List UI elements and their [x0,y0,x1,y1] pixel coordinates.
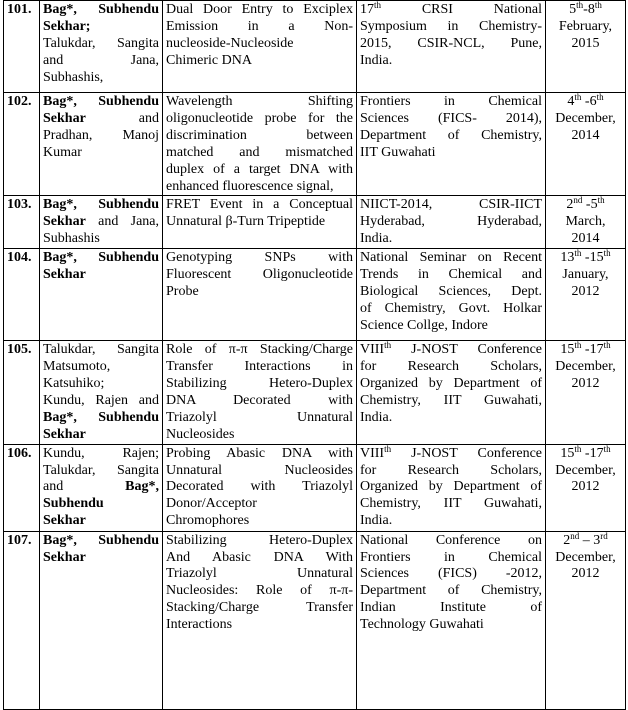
venue-cell [357,196,546,249]
title-line: Nucleosides [166,426,235,442]
row-number: 102. [4,93,40,196]
table-row [4,93,626,196]
authors-cell [40,341,163,444]
title-cell [163,444,357,531]
author-line: Bag*, Subhendu [43,197,159,213]
date-year: 2012 [571,479,600,495]
title-line: Unnatural β-Turn Tripeptide [166,214,326,230]
author-line: Katsuhiko; [43,375,105,391]
authors-cell [40,196,163,249]
authors-cell [40,531,163,709]
date-year: 2014 [571,127,600,143]
date-cell [546,196,626,249]
date-year: 2014 [571,231,600,247]
author-line: Sekhar [43,513,86,529]
conference-table [3,0,626,710]
title-line: enhanced fluorescence signal, [166,178,334,194]
author-line: Bag*, Subhendu [43,94,159,109]
row-number: 101. [4,1,40,93]
table-row [4,341,626,444]
venue-line: National Seminar on Recent [360,250,542,266]
title-cell [163,531,357,709]
date-range: 5th-8th [569,0,602,17]
date-month: December, [555,462,616,478]
venue-line: VIIIth J-NOST Conference [360,444,542,461]
venue-line: India. [360,52,393,68]
date-year: 2015 [571,35,600,51]
date-month: December, [555,110,616,126]
author-line: Sekhar [43,426,86,442]
title-line: Chromophores [166,513,250,529]
title-line: Nucleosides: Role of π-π- [166,583,353,599]
venue-line: Symposium in Chemistry- [360,18,542,34]
date-month: January, [562,267,609,283]
author-line: Subhashis, [43,69,104,85]
authors-cell [40,1,163,93]
title-line: Unnatural Nucleosides [166,462,353,478]
date-month: December, [555,549,616,565]
venue-line: for Research Scholars, [360,359,542,375]
venue-line: Technology Guwahati [360,617,484,633]
table-row [4,444,626,531]
venue-line: Frontiers in Chemical [360,94,542,109]
venue-cell [357,249,546,341]
conference-table-body [4,1,626,710]
row-number: 103. [4,196,40,249]
title-line: Decorated with Triazolyl [166,479,353,495]
date-cell [546,249,626,341]
date-year: 2012 [571,566,600,582]
venue-line: India. [360,409,393,425]
author-line: Sekhar [43,549,86,565]
title-cell [163,249,357,341]
date-cell [546,93,626,196]
author-line: Subhendu [43,496,104,512]
date-cell [546,444,626,531]
venue-line: 2015, CSIR-NCL, Pune, [360,35,542,51]
date-month: December, [555,359,616,375]
author-line: Sekhar [43,267,86,283]
title-line: Role of π-π Stacking/Charge [166,342,353,358]
venue-line: Frontiers in Chemical [360,549,542,565]
venue-line: Department of Chemistry, [360,583,542,599]
authors-cell [40,93,163,196]
venue-line: IIT Guwahati [360,144,436,160]
title-line: Dual Door Entry to Exciplex [166,2,353,17]
date-year: 2012 [571,375,600,391]
venue-cell [357,93,546,196]
venue-line: Hyderabad, Hyderabad, [360,214,542,230]
venue-line: Indian Institute of [360,600,542,616]
title-line: Emission in a Non- [166,18,353,34]
table-row [4,1,626,93]
date-range: 2nd -5th [566,195,605,213]
title-line: DNA Decorated with [166,392,353,408]
date-cell [546,341,626,444]
date-month: March, [565,214,606,230]
table-row [4,196,626,249]
title-line: Donor/Acceptor [166,496,257,512]
venue-cell [357,444,546,531]
title-line: Fluorescent Oligonucleotide [166,267,353,283]
title-line: nucleoside-Nucleoside [166,35,294,51]
venue-line: Biological Sciences, Dept. [360,283,542,299]
author-line: Talukdar, Sangita [43,462,159,478]
author-line: Bag*, Subhendu [43,409,159,425]
author-line: Sekhar and [43,110,159,126]
author-line: Kumar [43,144,82,160]
author-line: Talukdar, Sangita [43,35,159,51]
title-cell [163,93,357,196]
venue-line: Science Collge, Indore [360,317,488,333]
title-line: Chimeric DNA [166,52,252,68]
title-line: Interactions [166,617,233,633]
title-line: discrimination between [166,127,353,143]
author-line: Matsumoto, [43,359,111,375]
date-cell [546,1,626,93]
title-line: Stacking/Charge Transfer [166,600,353,616]
venue-cell [357,531,546,709]
title-line: Triazolyl Unnatural [166,409,353,425]
venue-line: for Research Scholars, [360,462,542,478]
venue-line: Chemistry, IIT Guwahati, [360,392,542,408]
title-line: Triazolyl Unnatural [166,566,353,582]
row-number: 106. [4,444,40,531]
venue-cell [357,341,546,444]
title-line: Transfer Interactions in [166,359,353,375]
venue-line: National Conference on [360,532,542,548]
title-line: matched and mismatched [166,144,353,160]
venue-line: Chemistry, IIT Guwahati, [360,496,542,512]
authors-cell [40,444,163,531]
title-line: Probe [166,283,199,299]
author-line: and Bag*, [43,479,159,495]
title-line: Stabilizing Hetero-Duplex [166,532,353,548]
venue-line: NIICT-2014, CSIR-IICT [360,197,542,213]
title-line: Genotyping SNPs with [166,250,353,266]
venue-line: Trends in Chemical and [360,267,542,283]
venue-line: Sciences (FICS- 2014), [360,110,542,126]
date-range: 15th -17th [560,444,611,461]
row-number: 105. [4,341,40,444]
author-line: Kundu, Rajen and [43,392,159,408]
table-row [4,249,626,341]
venue-line: VIIIth J-NOST Conference [360,340,542,358]
author-line: Bag*, Subhendu [43,532,159,548]
author-line: Bag*, Subhendu [43,250,159,266]
author-line: Pradhan, Manoj [43,127,159,143]
venue-line: of Chemistry, Govt. Holkar [360,300,542,316]
title-line: Probing Abasic DNA with [166,445,353,461]
date-range: 4th -6th [567,92,604,109]
author-line: Bag*, Subhendu [43,2,159,17]
row-number: 104. [4,249,40,341]
date-range: 2nd – 3rd [563,531,608,548]
date-range: 13th -15th [560,248,611,266]
author-line: Sekhar; [43,18,91,34]
title-cell [163,196,357,249]
title-line: Stabilizing Hetero-Duplex [166,375,353,391]
table-row [4,531,626,709]
title-cell [163,341,357,444]
date-year: 2012 [571,283,600,299]
venue-line: India. [360,231,393,247]
authors-cell [40,249,163,341]
author-line: and Jana, [43,52,159,68]
date-month: February, [558,18,613,34]
venue-line: Sciences (FICS) -2012, [360,566,542,582]
date-range: 15th -17th [560,340,611,358]
author-line: Talukdar, Sangita [43,342,159,358]
author-line: Subhashis [43,231,100,247]
venue-line: 17th CRSI National [360,0,542,17]
row-number: 107. [4,531,40,709]
venue-line: Organized by Department of [360,375,542,391]
title-line: Wavelength Shifting [166,94,353,109]
venue-line: Department of Chemistry, [360,127,542,143]
title-line: oligonucleotide probe for the [166,110,353,126]
title-line: FRET Event in a Conceptual [166,197,353,213]
venue-line: Organized by Department of [360,479,542,495]
date-cell [546,531,626,709]
venue-line: India. [360,513,393,529]
title-line: And Abasic DNA With [166,549,353,565]
title-cell [163,1,357,93]
title-line: duplex of a target DNA with [166,161,353,177]
author-line: Kundu, Rajen; [43,445,159,461]
author-line: Sekhar and Jana, [43,214,159,230]
venue-cell [357,1,546,93]
